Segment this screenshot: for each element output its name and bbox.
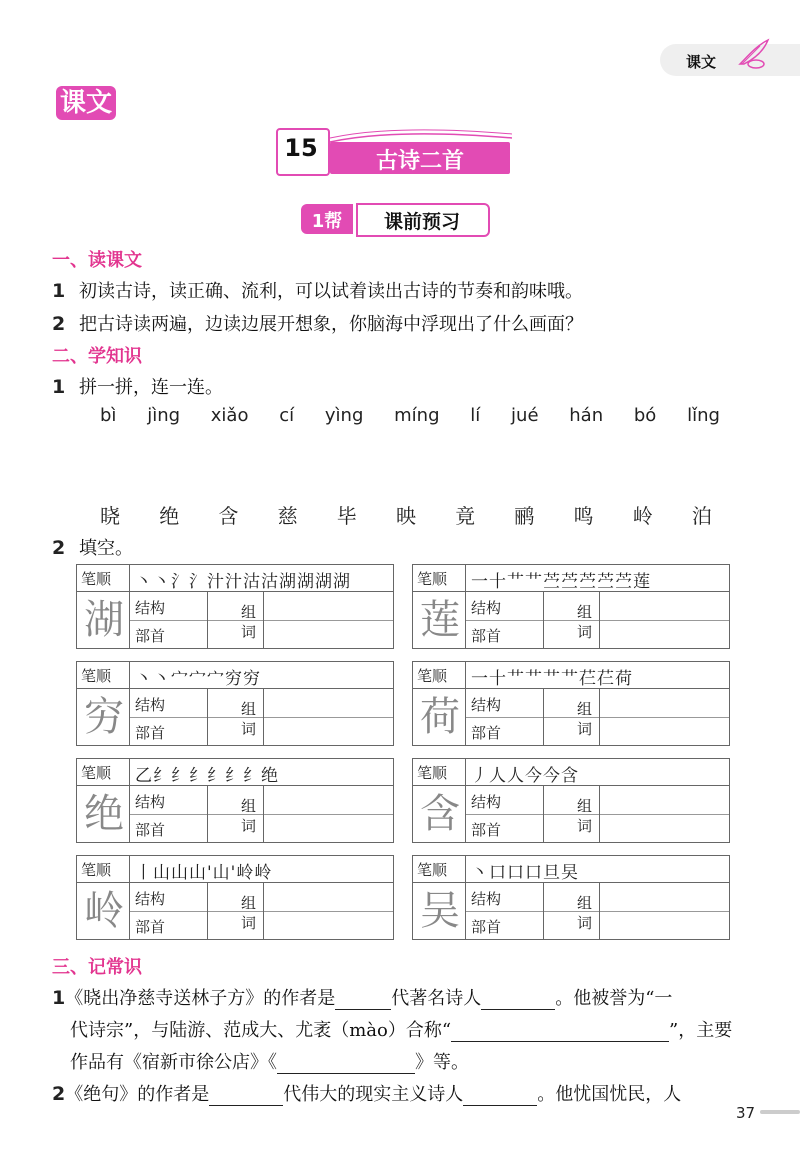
divider	[465, 856, 466, 882]
page-number: 37	[736, 1104, 756, 1122]
pinyin-item[interactable]: bó	[633, 405, 657, 426]
hanzi-row	[100, 500, 712, 529]
radical-answer-field[interactable]	[191, 621, 265, 647]
badge-right-text: 课前预习	[383, 211, 460, 233]
structure-label: 结构	[135, 599, 166, 617]
hanzi-item[interactable]: 毕	[336, 504, 357, 528]
structure-answer-field[interactable]	[191, 787, 265, 813]
practice-character: 岭	[84, 888, 124, 934]
stroke-order-label: 笔顺	[417, 764, 448, 782]
item-text: 填空。	[78, 538, 133, 559]
radical-answer-field[interactable]	[527, 718, 601, 744]
lesson-number: 15	[284, 134, 318, 162]
structure-label: 结构	[135, 890, 166, 908]
divider	[129, 662, 130, 688]
stroke-order-label: 笔顺	[417, 861, 448, 879]
learn-question-1	[52, 373, 223, 399]
word-label-2: 词	[577, 914, 593, 932]
stroke-sequence	[135, 761, 279, 786]
radical-answer-field[interactable]	[191, 912, 265, 938]
practice-character: 绝	[84, 791, 124, 837]
stroke-steps: 丶口口口旦旲	[471, 863, 579, 883]
word-label-1: 组	[241, 700, 257, 718]
word-answer-field[interactable]	[265, 690, 391, 744]
practice-character: 莲	[420, 597, 460, 643]
stroke-sequence	[135, 664, 261, 689]
read-item-1	[52, 277, 583, 303]
character-practice-box	[76, 855, 394, 940]
word-label-2: 词	[241, 914, 257, 932]
item-number: 1	[52, 376, 66, 398]
radical-answer-field[interactable]	[527, 912, 601, 938]
stroke-steps: 乙纟纟纟纟纟纟绝	[135, 766, 279, 786]
divider	[129, 856, 130, 882]
radical-label: 部首	[471, 724, 502, 742]
word-answer-field[interactable]	[601, 787, 727, 841]
hanzi-item[interactable]: 鸣	[573, 504, 594, 528]
text-segment: 代伟大的现实主义诗人	[283, 1084, 464, 1105]
item-number: 1	[52, 987, 66, 1009]
word-label-2: 词	[241, 817, 257, 835]
structure-answer-field[interactable]	[527, 884, 601, 910]
blank-poet[interactable]	[481, 991, 555, 1010]
structure-label: 结构	[135, 793, 166, 811]
practice-character: 荷	[420, 694, 460, 740]
structure-label: 结构	[135, 696, 166, 714]
page-decoration	[760, 1110, 800, 1114]
divider	[129, 565, 130, 591]
divider	[465, 759, 466, 785]
character-practice-box	[76, 661, 394, 746]
radical-answer-field[interactable]	[527, 815, 601, 841]
item-text: 把古诗读两遍，边读边展开想象，你脑海中浮现出了什么画面？	[78, 314, 583, 335]
hanzi-item[interactable]: 晓	[100, 504, 120, 528]
stroke-steps: 丨山山山'山'岭岭	[135, 863, 273, 883]
stroke-steps: 一十艹艹艹艹芢芢荷	[471, 669, 633, 689]
hanzi-item[interactable]: 泊	[691, 504, 712, 528]
structure-answer-field[interactable]	[527, 690, 601, 716]
structure-answer-field[interactable]	[191, 884, 265, 910]
word-answer-field[interactable]	[601, 690, 727, 744]
radical-label: 部首	[135, 821, 166, 839]
item-text: 拼一拼，连一连。	[78, 377, 223, 398]
knowledge-item-2	[52, 1080, 681, 1106]
structure-answer-field[interactable]	[527, 593, 601, 619]
structure-label: 结构	[471, 696, 502, 714]
text-segment: 《晓出净慈寺送林子方》的作者是	[65, 988, 336, 1009]
pinyin-item[interactable]: bì	[100, 405, 117, 426]
text-segment: 作品有《宿新市徐公店》《	[70, 1052, 277, 1073]
word-label-2: 词	[241, 720, 257, 738]
item-number: 1	[52, 280, 66, 302]
word-label-1: 组	[241, 603, 257, 621]
stroke-steps: 丿人人今今含	[471, 766, 579, 786]
practice-character: 湖	[84, 597, 124, 643]
character-practice-box	[76, 758, 394, 843]
pinyin-item[interactable]: lí	[470, 405, 481, 426]
stroke-order-label: 笔顺	[81, 861, 112, 879]
category-label-text: 课文	[56, 86, 116, 120]
hanzi-item[interactable]: 竟	[455, 504, 476, 528]
blank-dynasty[interactable]	[335, 991, 391, 1010]
lesson-title: 古诗二首	[375, 149, 464, 174]
item-text: 初读古诗，读正确、流利，可以试着读出古诗的节奏和韵味哦。	[78, 281, 583, 302]
radical-answer-field[interactable]	[191, 815, 265, 841]
divider	[465, 565, 466, 591]
word-answer-field[interactable]	[265, 884, 391, 938]
word-answer-field[interactable]	[265, 787, 391, 841]
practice-character: 吴	[420, 888, 460, 934]
stroke-sequence	[135, 858, 272, 883]
text-segment: 》等。	[415, 1052, 469, 1073]
stroke-order-label: 笔顺	[81, 764, 112, 782]
radical-answer-field[interactable]	[527, 621, 601, 647]
text-segment: 代著名诗人	[391, 988, 482, 1009]
feather-pen-icon	[734, 38, 774, 70]
blank-group-name[interactable]	[451, 1023, 669, 1042]
item-number: 2	[52, 1083, 66, 1105]
badge-left-text: 1帮	[311, 211, 343, 232]
stroke-sequence	[471, 761, 579, 786]
word-label-2: 词	[241, 623, 257, 641]
word-label-2: 词	[577, 720, 593, 738]
stroke-sequence	[471, 858, 579, 883]
blank-dynasty-2[interactable]	[209, 1087, 283, 1106]
radical-answer-field[interactable]	[191, 718, 265, 744]
divider	[129, 759, 130, 785]
stroke-sequence	[135, 567, 351, 592]
character-practice-box	[412, 661, 730, 746]
stroke-sequence	[471, 567, 651, 592]
structure-label: 结构	[471, 793, 502, 811]
hanzi-item[interactable]: 鹂	[514, 504, 535, 528]
hanzi-item[interactable]: 慈	[277, 504, 298, 528]
structure-answer-field[interactable]	[527, 787, 601, 813]
text-segment: 。他被誉为“一	[555, 988, 673, 1009]
divider	[465, 662, 466, 688]
blank-work[interactable]	[277, 1055, 415, 1074]
knowledge-item-1-line-1	[52, 984, 752, 1010]
category-label	[56, 86, 118, 120]
item-number: 2	[52, 537, 66, 559]
stroke-order-label: 笔顺	[81, 667, 112, 685]
radical-label: 部首	[471, 627, 502, 645]
radical-label: 部首	[135, 627, 166, 645]
header-tab	[660, 44, 800, 76]
hanzi-item[interactable]: 含	[218, 504, 239, 528]
header-tab-label: 课文	[686, 53, 717, 71]
word-label-1: 组	[577, 797, 593, 815]
word-label-1: 组	[577, 603, 593, 621]
word-answer-field[interactable]	[601, 884, 727, 938]
pinyin-item[interactable]: xiǎo	[210, 405, 249, 426]
section-heading-knowledge: 三、记常识	[52, 957, 142, 978]
character-practice-box	[412, 758, 730, 843]
practice-character: 含	[420, 791, 460, 837]
section-heading-read: 一、读课文	[52, 250, 142, 271]
blank-poet-2[interactable]	[463, 1087, 537, 1106]
text-segment: ”，主要	[669, 1020, 733, 1041]
word-answer-field[interactable]	[265, 593, 391, 647]
stroke-steps: 一十艹艹苎苎苎苎苎莲	[471, 572, 651, 592]
structure-answer-field[interactable]	[191, 690, 265, 716]
stroke-steps: 丶丶宀宀宀穷穷	[135, 669, 261, 689]
word-label-2: 词	[577, 817, 593, 835]
pinyin-item[interactable]: jué	[511, 405, 539, 426]
hanzi-item[interactable]: 映	[395, 504, 416, 528]
text-segment: 《绝句》的作者是	[65, 1084, 210, 1105]
stroke-steps: 丶丶氵氵汁汁沽沽湖湖湖湖	[135, 572, 351, 592]
pinyin-item[interactable]: hán	[569, 405, 604, 426]
word-label-2: 词	[577, 623, 593, 641]
read-item-2	[52, 310, 583, 336]
learn-question-2	[52, 534, 133, 560]
radical-label: 部首	[471, 821, 502, 839]
radical-label: 部首	[471, 918, 502, 936]
item-number: 2	[52, 313, 66, 335]
character-practice-box	[76, 564, 394, 649]
hanzi-item[interactable]: 绝	[159, 504, 180, 528]
practice-character: 穷	[84, 694, 124, 740]
pinyin-item[interactable]: míng	[394, 405, 440, 426]
pinyin-item[interactable]: lǐng	[687, 405, 720, 426]
stroke-order-label: 笔顺	[417, 570, 448, 588]
structure-label: 结构	[471, 890, 502, 908]
pinyin-row	[100, 405, 720, 426]
word-label-1: 组	[241, 797, 257, 815]
hanzi-item[interactable]: 岭	[632, 504, 653, 528]
word-answer-field[interactable]	[601, 593, 727, 647]
text-segment: 。他忧国忧民，人	[537, 1084, 682, 1105]
stroke-sequence	[471, 664, 633, 689]
pinyin-item[interactable]: yìng	[324, 405, 364, 426]
character-practice-box	[412, 855, 730, 940]
knowledge-item-1-line-2	[70, 1016, 732, 1042]
word-label-1: 组	[241, 894, 257, 912]
section-heading-learn: 二、学知识	[52, 346, 142, 367]
structure-answer-field[interactable]	[191, 593, 265, 619]
pinyin-item[interactable]: jìng	[147, 405, 181, 426]
character-practice-box	[412, 564, 730, 649]
text-segment: 代诗宗”，与陆游、范成大、尤袤（mào）合称“	[70, 1020, 452, 1041]
pinyin-item[interactable]: cí	[279, 405, 295, 426]
word-label-1: 组	[577, 700, 593, 718]
structure-label: 结构	[471, 599, 502, 617]
stroke-order-label: 笔顺	[417, 667, 448, 685]
radical-label: 部首	[135, 918, 166, 936]
word-label-1: 组	[577, 894, 593, 912]
stroke-order-label: 笔顺	[81, 570, 112, 588]
radical-label: 部首	[135, 724, 166, 742]
knowledge-item-1-line-3	[70, 1048, 469, 1074]
